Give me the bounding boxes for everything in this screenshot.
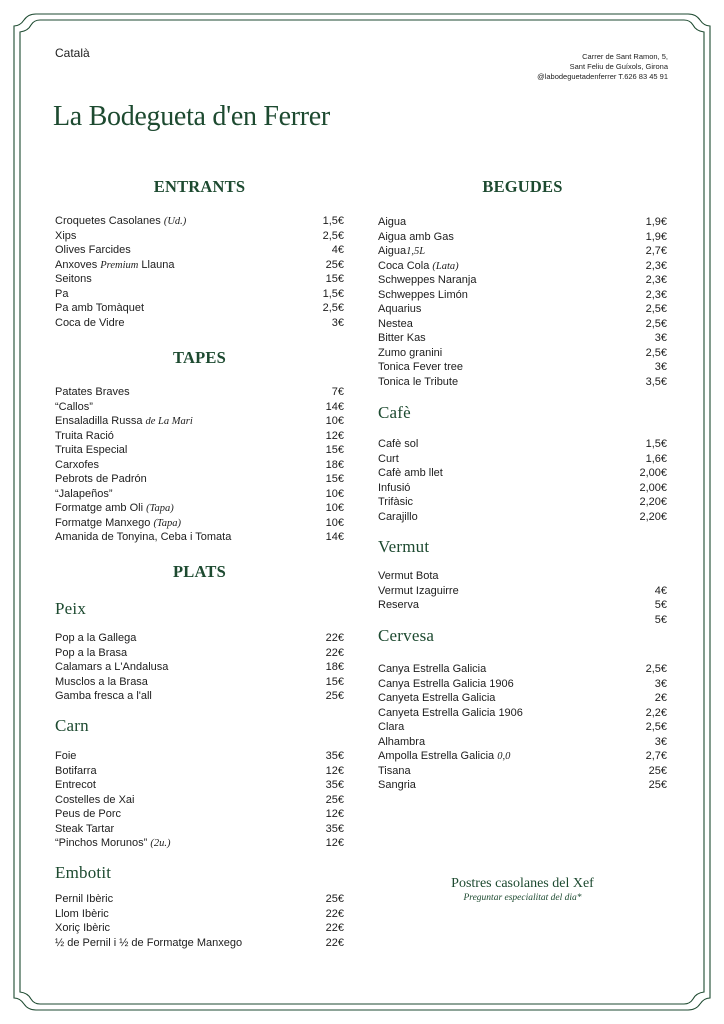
subheading-peix: Peix	[55, 599, 87, 618]
item-name	[55, 258, 174, 274]
item-price: 10€	[325, 487, 344, 500]
menu-item	[55, 487, 344, 502]
menu-item	[55, 429, 344, 444]
menu-item	[378, 259, 667, 274]
item-price: 2,2€	[645, 706, 667, 719]
item-name-text: Ampolla Estrella Galicia	[378, 750, 498, 762]
item-name-text: Musclos a la Brasa	[55, 675, 148, 688]
item-name	[55, 822, 114, 837]
item-name	[55, 689, 152, 704]
menu-item	[55, 793, 344, 808]
carn-list	[55, 749, 344, 851]
item-price: 5€	[654, 599, 667, 611]
item-name	[378, 331, 426, 346]
menu-item	[55, 287, 344, 302]
item-name	[55, 749, 76, 764]
item-name-text: Llom Ibèric	[55, 907, 109, 920]
item-name-text: Llauna	[138, 258, 175, 271]
item-name-text: Reserva	[378, 599, 419, 611]
item-name	[55, 936, 242, 951]
item-price: 12€	[325, 429, 344, 442]
subheading-carn: Carn	[55, 716, 89, 735]
item-price: 15€	[325, 473, 344, 485]
item-name-text: Zumo granini	[378, 346, 443, 359]
cafe-list	[378, 437, 667, 524]
item-price: 15€	[325, 273, 344, 285]
item-price: 14€	[325, 400, 344, 413]
item-name-text: Foie	[55, 750, 77, 762]
restaurant-title: La Bodegueta d'en Ferrer	[53, 101, 330, 132]
item-price: 1,5€	[322, 287, 344, 300]
item-name-text: “Callos”	[55, 400, 93, 413]
menu-item	[55, 836, 344, 851]
menu-item	[378, 273, 667, 288]
item-price: 4€	[654, 584, 667, 597]
item-price: 25€	[325, 893, 344, 905]
item-name	[55, 472, 147, 487]
item-name	[378, 764, 411, 779]
item-name-text: Canya Estrella Galicia	[378, 663, 487, 675]
item-price: 2€	[654, 692, 667, 704]
item-price: 14€	[325, 531, 344, 543]
menu-item	[55, 675, 344, 690]
item-name-text: ½ de Pernil i ½ de Formatge Manxego	[55, 936, 243, 949]
item-name-text: Amanida de Tonyina, Ceba i Tomata	[55, 531, 232, 543]
menu-item	[55, 258, 344, 273]
menu-item	[378, 317, 667, 332]
item-price: 35€	[325, 822, 344, 835]
item-price: 2,00€	[639, 467, 667, 479]
item-name	[55, 316, 125, 331]
item-name	[378, 598, 419, 613]
item-name	[378, 569, 439, 584]
language-label: Català	[55, 46, 90, 60]
menu-item	[378, 735, 667, 750]
item-name-text: Vermut Bota	[378, 570, 439, 582]
item-name-text: Steak Tartar	[55, 822, 115, 835]
item-name-text: Pa	[55, 287, 69, 300]
section-heading-entrants: ENTRANTS	[153, 177, 246, 196]
item-name	[55, 229, 76, 244]
item-name	[55, 487, 112, 502]
item-name	[55, 301, 144, 316]
cervesa-list	[378, 662, 667, 793]
item-note: (Lata)	[432, 260, 459, 272]
menu-item	[55, 936, 344, 951]
item-price: 10€	[325, 516, 344, 529]
item-price: 2,5€	[322, 302, 344, 314]
item-name	[55, 807, 121, 822]
menu-item	[55, 631, 344, 646]
item-name-text: Pebrots de Padrón	[55, 473, 147, 485]
item-name-text: Cafè amb llet	[378, 467, 443, 479]
item-price: 2,5€	[322, 229, 344, 242]
item-name	[378, 230, 454, 245]
postres-subtitle: Preguntar especialitat del dia*	[463, 893, 582, 903]
menu-item	[378, 677, 667, 692]
item-name	[378, 584, 459, 599]
item-name	[55, 414, 193, 430]
item-note: 1,5L	[406, 246, 426, 257]
menu-item	[55, 516, 344, 531]
subheading-cervesa: Cervesa	[378, 626, 435, 645]
item-name	[378, 346, 442, 361]
menu-item	[378, 288, 667, 303]
section-heading-plats: PLATS	[173, 562, 226, 581]
subheading-embotit: Embotit	[55, 863, 112, 882]
item-name-text: Aigua amb Gas	[378, 230, 454, 243]
item-note: 0,0	[497, 751, 511, 762]
item-name	[55, 646, 127, 661]
item-name-text: Seitons	[55, 273, 92, 285]
item-price: 7€	[331, 386, 344, 398]
item-name	[378, 510, 418, 525]
item-name-text: Curt	[378, 452, 399, 465]
menu-item	[378, 706, 667, 721]
menu-item	[378, 720, 667, 735]
item-name	[378, 273, 476, 288]
menu-item	[55, 764, 344, 779]
item-name	[55, 836, 171, 852]
postres-note	[378, 876, 667, 903]
item-name-text: Botifarra	[55, 764, 97, 777]
item-price: 18€	[325, 458, 344, 471]
item-name	[55, 443, 127, 458]
item-price: 4€	[331, 244, 344, 256]
item-name	[378, 481, 410, 496]
menu-item	[378, 749, 667, 764]
section-heading-tapes: TAPES	[173, 348, 226, 367]
item-name	[378, 437, 418, 452]
item-name-text: Carxofes	[55, 458, 100, 471]
item-price: 3,5€	[645, 375, 667, 388]
menu-item	[378, 691, 667, 706]
item-price: 22€	[325, 907, 344, 920]
item-name-text: Trifàsic	[378, 496, 414, 508]
item-name-text: Patates Braves	[55, 386, 130, 398]
item-name	[55, 675, 148, 690]
menu-item	[55, 921, 344, 936]
item-name	[378, 749, 510, 765]
item-price: 25€	[325, 793, 344, 806]
item-name-text: Xips	[55, 229, 77, 242]
item-name	[55, 892, 113, 907]
section-heading-begudes: BEGUDES	[482, 177, 563, 196]
menu-item	[378, 778, 667, 793]
item-name-text: Alhambra	[378, 735, 426, 748]
menu-item	[55, 272, 344, 287]
item-name	[55, 764, 97, 779]
menu-item	[378, 764, 667, 779]
item-price: 1,9€	[645, 216, 667, 228]
item-name-text: Pernil Ibèric	[55, 893, 114, 905]
item-price: 2,7€	[645, 750, 667, 762]
item-name	[55, 243, 131, 258]
menu-item	[378, 215, 667, 230]
item-price: 25€	[648, 779, 667, 791]
tapes-list	[55, 385, 344, 545]
item-name-text: Calamars a L'Andalusa	[55, 661, 169, 673]
menu-item	[55, 243, 344, 258]
address-block	[537, 52, 668, 82]
item-price: 12€	[325, 764, 344, 777]
menu-item	[55, 530, 344, 545]
item-name	[55, 793, 135, 808]
menu-item	[55, 501, 344, 516]
item-price: 2,5€	[645, 317, 667, 330]
menu-item	[378, 360, 667, 375]
item-name-text: Aquarius	[378, 303, 422, 315]
item-name-text: Pop a la Brasa	[55, 646, 128, 659]
item-price: 35€	[325, 779, 344, 791]
item-name-text: Cafè sol	[378, 438, 419, 450]
item-price: 25€	[648, 764, 667, 777]
menu-item	[378, 662, 667, 677]
item-name-text: Canyeta Estrella Galicia 1906	[378, 706, 523, 719]
menu-item	[378, 244, 667, 259]
item-name	[55, 530, 231, 545]
item-name-text: Canyeta Estrella Galicia	[378, 692, 496, 704]
menu-item	[55, 822, 344, 837]
menu-item	[55, 660, 344, 675]
item-price: 15€	[325, 675, 344, 688]
item-name	[378, 706, 523, 721]
item-price: 2,20€	[639, 496, 667, 508]
item-name-text: Entrecot	[55, 779, 96, 791]
item-name-text: Tonica Fever tree	[378, 361, 463, 373]
item-name	[378, 720, 404, 735]
item-price: 2,3€	[645, 288, 667, 301]
menu-item	[55, 229, 344, 244]
item-price: 2,00€	[639, 481, 667, 494]
item-name	[55, 400, 93, 415]
item-name-text: Pa amb Tomàquet	[55, 302, 145, 314]
menu-item	[378, 613, 667, 628]
item-name-text: Coca Cola	[378, 259, 433, 272]
item-name-text: Gamba fresca a l'all	[55, 690, 152, 702]
item-name-text: Aigua	[378, 245, 407, 257]
item-name-text: “Jalapeños”	[55, 487, 113, 500]
item-price: 35€	[325, 750, 344, 762]
address-line: Sant Feliu de Guíxols, Girona	[569, 62, 668, 71]
item-name	[55, 631, 136, 646]
item-note: (Tapa)	[146, 503, 174, 514]
item-name	[378, 288, 468, 303]
item-name	[55, 501, 174, 517]
menu-item	[378, 584, 667, 599]
menu-item	[55, 443, 344, 458]
menu-item	[55, 907, 344, 922]
entrants-list	[55, 214, 344, 330]
item-name	[378, 244, 425, 260]
item-price: 2,20€	[639, 510, 667, 523]
item-name-text: Anxoves	[55, 258, 101, 271]
item-name-text: Ensaladilla Russa	[55, 415, 146, 427]
item-name	[55, 385, 130, 400]
item-price: 1,5€	[322, 215, 344, 227]
item-name	[378, 778, 416, 793]
item-price: 2,5€	[645, 721, 667, 733]
item-name-text: “Pinchos Morunos”	[55, 837, 151, 849]
item-name	[55, 272, 92, 287]
item-name-text: Schweppes Limón	[378, 288, 468, 301]
menu-item	[378, 598, 667, 613]
menu-item	[55, 214, 344, 229]
item-name	[378, 302, 421, 317]
item-name	[55, 778, 96, 793]
menu-item	[55, 301, 344, 316]
menu-item	[55, 458, 344, 473]
item-name	[55, 907, 109, 922]
item-note: (Tapa)	[153, 517, 182, 529]
item-price: 25€	[325, 690, 344, 702]
menu-item	[55, 778, 344, 793]
item-price: 1,9€	[645, 230, 667, 243]
item-name	[378, 677, 514, 692]
item-name-text: Formatge Manxego	[55, 516, 154, 529]
item-name-text: Carajillo	[378, 510, 418, 523]
item-price: 10€	[325, 415, 344, 427]
item-price: 3€	[654, 361, 667, 373]
item-price: 18€	[325, 661, 344, 673]
menu-item	[55, 385, 344, 400]
item-name-text: Xoriç Ibèric	[55, 922, 111, 934]
item-name-text: Olives Farcides	[55, 244, 131, 256]
address-line: Carrer de Sant Ramon, 5,	[582, 52, 668, 61]
contact-line: @labodeguetadenferrer T.626 83 45 91	[537, 72, 668, 81]
menu-item	[378, 510, 667, 525]
menu-item	[378, 375, 667, 390]
item-name	[378, 360, 463, 375]
menu-item	[55, 689, 344, 704]
item-name-text: Canya Estrella Galicia 1906	[378, 677, 514, 690]
item-name-text: Vermut Izaguirre	[378, 584, 459, 597]
item-price: 3€	[331, 316, 344, 329]
menu-item	[55, 400, 344, 415]
item-name	[55, 458, 99, 473]
item-name	[378, 215, 406, 230]
item-price: 3€	[654, 735, 667, 748]
item-name-text: Costelles de Xai	[55, 793, 135, 806]
item-name	[55, 921, 110, 936]
menu-item	[378, 346, 667, 361]
item-name-text: Bitter Kas	[378, 332, 426, 344]
item-name	[55, 516, 181, 532]
item-name	[378, 662, 486, 677]
item-price: 12€	[325, 808, 344, 820]
item-name-text: Clara	[378, 721, 405, 733]
item-price: 2,3€	[645, 274, 667, 286]
item-price: 12€	[325, 837, 344, 849]
item-name	[378, 691, 495, 706]
item-name	[378, 317, 413, 332]
item-price: 2,5€	[645, 663, 667, 675]
item-name-text: Truita Ració	[55, 429, 114, 442]
item-name	[55, 660, 168, 675]
item-note: (Ud.)	[163, 216, 187, 227]
subheading-cafe: Cafè	[378, 403, 411, 422]
item-price: 22€	[325, 646, 344, 659]
item-name	[378, 466, 443, 481]
menu-item	[55, 414, 344, 429]
item-price: 3€	[654, 332, 667, 344]
embotit-list	[55, 892, 344, 950]
menu-item	[378, 481, 667, 496]
menu-item	[378, 569, 667, 584]
item-price: 10€	[325, 502, 344, 514]
item-price: 2,3€	[645, 259, 667, 272]
item-price: 1,6€	[645, 452, 667, 465]
item-name	[378, 375, 458, 390]
item-note: de La Mari	[145, 416, 193, 427]
subheading-vermut: Vermut	[378, 537, 430, 556]
menu-item	[55, 807, 344, 822]
item-price: 22€	[325, 922, 344, 934]
postres-title: Postres casolanes del Xef	[451, 876, 594, 891]
menu-item	[55, 646, 344, 661]
menu-item	[378, 302, 667, 317]
item-price: 3€	[654, 677, 667, 690]
menu-item	[378, 452, 667, 467]
item-price: 2,5€	[645, 303, 667, 315]
item-name-text: Sangria	[378, 779, 416, 791]
item-name-text: Tonica le Tribute	[378, 375, 459, 388]
item-price: 2,7€	[645, 245, 667, 257]
item-name	[378, 735, 425, 750]
menu-item	[378, 466, 667, 481]
menu-item	[378, 230, 667, 245]
item-name-text: Pop a la Gallega	[55, 632, 137, 644]
item-price: 15€	[325, 444, 344, 456]
item-name	[378, 259, 459, 275]
item-name	[378, 452, 399, 467]
item-name-text: Truita Especial	[55, 444, 128, 456]
menu-item	[378, 331, 667, 346]
item-name	[378, 495, 413, 510]
item-name-text: Schweppes Naranja	[378, 274, 477, 286]
item-price: 2,5€	[645, 346, 667, 359]
item-name	[55, 429, 114, 444]
item-name-text: Infusió	[378, 481, 411, 494]
item-name-text: Croquetes Casolanes	[55, 215, 164, 227]
menu-item	[55, 472, 344, 487]
item-price: 22€	[325, 632, 344, 644]
menu-item	[378, 495, 667, 510]
item-name	[55, 214, 186, 230]
item-name-text: Formatge amb Oli	[55, 502, 147, 514]
begudes-list	[378, 215, 667, 389]
item-name-text: Peus de Porc	[55, 808, 122, 820]
item-name-text: Tisana	[378, 764, 411, 777]
menu-item	[378, 437, 667, 452]
menu-item	[55, 749, 344, 764]
item-price: 5€	[654, 613, 667, 626]
menu-item	[55, 316, 344, 331]
item-name-text: Nestea	[378, 317, 413, 330]
item-price: 25€	[325, 258, 344, 271]
vermut-list	[378, 569, 667, 627]
item-name-text: Aigua	[378, 216, 407, 228]
item-name	[55, 287, 68, 302]
menu-item	[55, 892, 344, 907]
item-name-text: Coca de Vidre	[55, 316, 125, 329]
item-note: Premium	[100, 259, 139, 271]
item-price: 22€	[325, 936, 344, 949]
item-price: 1,5€	[645, 438, 667, 450]
item-note: (2u.)	[150, 838, 171, 849]
peix-list	[55, 631, 344, 704]
